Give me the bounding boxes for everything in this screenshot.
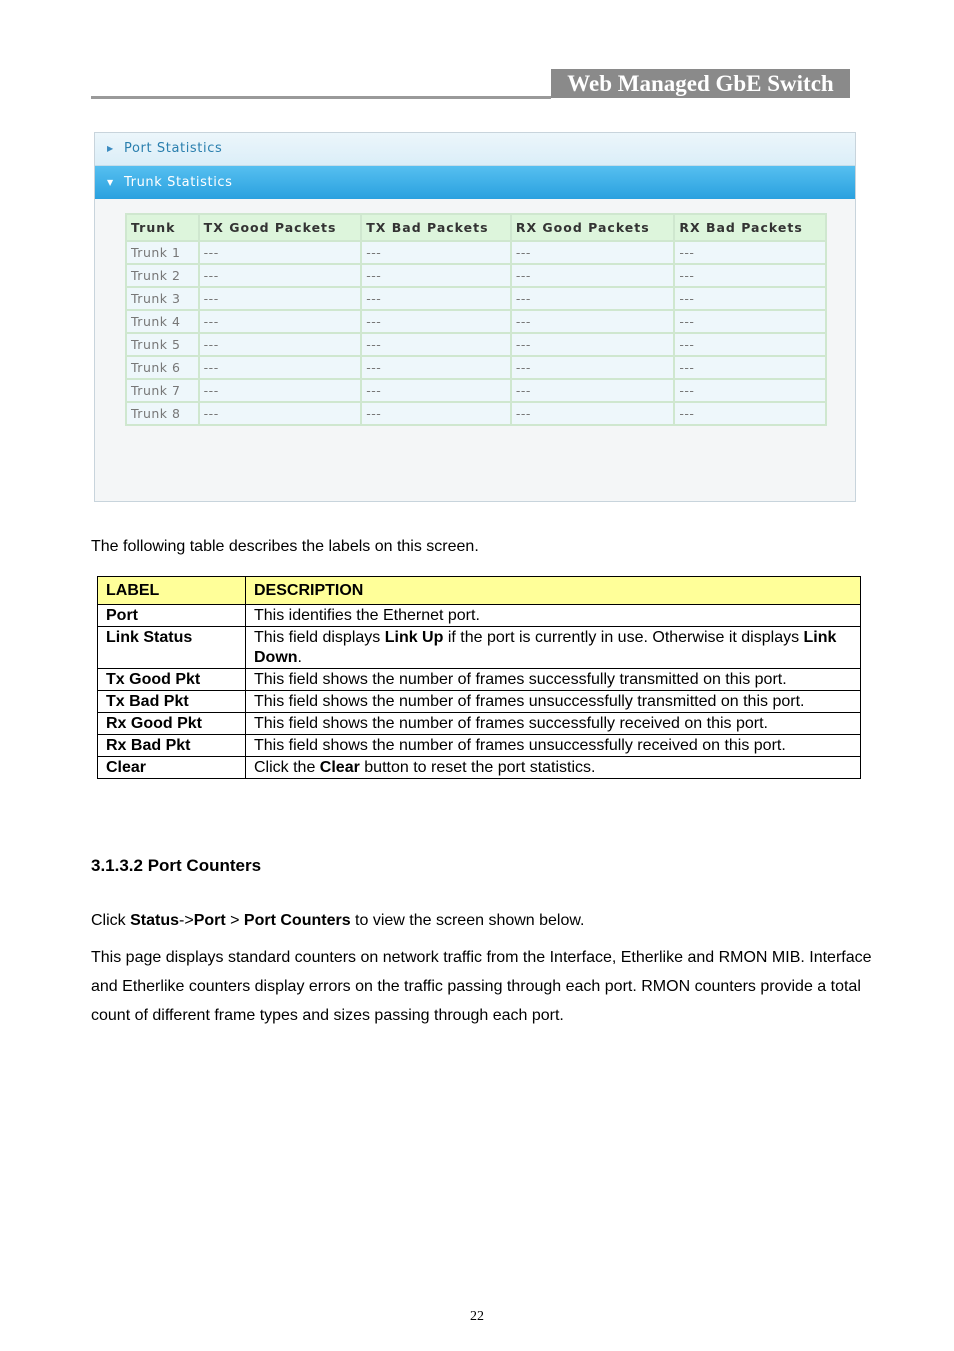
counter-cell: --- — [511, 264, 675, 287]
trunk-name-cell: Trunk 1 — [126, 241, 199, 264]
bold-text: Port — [193, 912, 226, 929]
table-row — [98, 669, 861, 691]
table-row — [126, 356, 826, 379]
counter-cell: --- — [199, 356, 362, 379]
counter-cell: --- — [674, 264, 826, 287]
description-cell — [246, 757, 861, 779]
bold-text: Clear — [319, 759, 360, 776]
trunk-name-cell: Trunk 2 — [126, 264, 199, 287]
counter-cell: --- — [199, 264, 362, 287]
column-header: RX Good Packets — [511, 214, 675, 241]
column-header: TX Bad Packets — [361, 214, 511, 241]
label-column-header: LABEL — [98, 577, 246, 605]
header-rule — [91, 96, 551, 99]
counter-cell: --- — [511, 241, 675, 264]
text-run: to view the screen shown below. — [350, 912, 585, 929]
column-header: RX Bad Packets — [674, 214, 826, 241]
menu-trunk-statistics[interactable] — [95, 166, 855, 199]
table-row — [126, 402, 826, 425]
counter-cell: --- — [361, 241, 511, 264]
trunk-name-cell: Trunk 4 — [126, 310, 199, 333]
text-run: Click the — [254, 759, 320, 776]
description-paragraph: This page displays standard counters on network traffic from the Interface, Etherlike and RMON MIB. Interface and Etherlike counters display errors on the traffic passing through each port. RMON counters provide a total count of different frame types and sizes passing through each port. — [91, 949, 872, 1024]
counter-cell: --- — [511, 379, 675, 402]
description-cell — [246, 713, 861, 735]
text-run: This field shows the number of frames unsuccessfully transmitted on this port. — [254, 693, 805, 710]
label-cell: Clear — [98, 757, 246, 779]
trunk-name-cell: Trunk 8 — [126, 402, 199, 425]
table-header-row — [98, 577, 861, 605]
table-row — [126, 241, 826, 264]
trunk-name-cell: Trunk 3 — [126, 287, 199, 310]
label-description-table — [97, 576, 861, 779]
table-row — [98, 713, 861, 735]
counter-cell: --- — [199, 379, 362, 402]
text-run: > — [225, 912, 244, 929]
bold-text: Link Down — [254, 629, 837, 666]
navigation-instructions — [91, 906, 881, 935]
description-cell — [246, 605, 861, 627]
counter-cell: --- — [674, 333, 826, 356]
text-run: This field shows the number of frames successfully received on this port. — [254, 715, 768, 732]
counter-cell: --- — [361, 264, 511, 287]
table-row — [98, 627, 861, 669]
intro-text: The following table describes the labels on this screen. — [91, 538, 479, 555]
counter-cell: --- — [361, 402, 511, 425]
counter-cell: --- — [511, 402, 675, 425]
counter-cell: --- — [361, 287, 511, 310]
counter-cell: --- — [361, 333, 511, 356]
table-row — [98, 735, 861, 757]
table-row — [126, 333, 826, 356]
bold-text: Link Up — [384, 629, 444, 646]
text-run: This field shows the number of frames unsuccessfully received on this port. — [254, 737, 786, 754]
text-run: -> — [179, 912, 194, 929]
description-cell — [246, 627, 861, 669]
counter-cell: --- — [674, 287, 826, 310]
bold-text: Status — [130, 912, 180, 929]
counter-cell: --- — [361, 379, 511, 402]
label-cell: Tx Good Pkt — [98, 669, 246, 691]
table-row — [126, 310, 826, 333]
description-column-header: DESCRIPTION — [246, 577, 861, 605]
chevron-right-icon: ▶ — [107, 144, 114, 153]
label-cell: Link Status — [98, 627, 246, 669]
label-cell: Rx Bad Pkt — [98, 735, 246, 757]
counter-cell: --- — [674, 379, 826, 402]
trunk-name-cell: Trunk 6 — [126, 356, 199, 379]
page-number: 22 — [470, 1309, 484, 1324]
counter-cell: --- — [199, 402, 362, 425]
counter-cell: --- — [199, 287, 362, 310]
table-row — [98, 605, 861, 627]
counter-cell: --- — [361, 356, 511, 379]
text-run: button to reset the port statistics. — [359, 759, 596, 776]
chevron-down-icon: ▼ — [107, 178, 114, 187]
table-row — [126, 379, 826, 402]
table-row — [126, 264, 826, 287]
menu-trunk-statistics-label: Trunk Statistics — [124, 175, 233, 190]
text-run: Click — [91, 912, 131, 929]
trunk-statistics-table — [125, 213, 827, 426]
description-cell — [246, 669, 861, 691]
menu-port-statistics-label: Port Statistics — [124, 141, 223, 156]
counter-cell: --- — [511, 356, 675, 379]
counter-cell: --- — [511, 310, 675, 333]
column-header: TX Good Packets — [199, 214, 362, 241]
counter-cell: --- — [199, 310, 362, 333]
text-run: This identifies the Ethernet port. — [254, 607, 480, 624]
counter-cell: --- — [511, 287, 675, 310]
text-run: . — [297, 649, 302, 666]
label-cell: Port — [98, 605, 246, 627]
label-cell: Rx Good Pkt — [98, 713, 246, 735]
counter-cell: --- — [674, 241, 826, 264]
table-row — [126, 287, 826, 310]
table-row — [98, 757, 861, 779]
counter-cell: --- — [674, 356, 826, 379]
trunk-name-cell: Trunk 5 — [126, 333, 199, 356]
table-header-row — [126, 214, 826, 241]
counter-cell: --- — [199, 241, 362, 264]
description-cell — [246, 691, 861, 713]
counter-cell: --- — [674, 402, 826, 425]
text-run: This field displays — [254, 629, 385, 646]
counter-cell: --- — [361, 310, 511, 333]
description-cell — [246, 735, 861, 757]
counter-cell: --- — [511, 333, 675, 356]
bold-text: Port Counters — [243, 912, 351, 929]
document-title: Web Managed GbE Switch — [551, 69, 850, 98]
counter-cell: --- — [674, 310, 826, 333]
table-row — [98, 691, 861, 713]
menu-port-statistics[interactable] — [95, 133, 855, 166]
column-header: Trunk — [126, 214, 199, 241]
text-run: if the port is currently in use. Otherwise it displays — [443, 629, 804, 646]
section-heading: 3.1.3.2 Port Counters — [91, 856, 262, 875]
label-cell: Tx Bad Pkt — [98, 691, 246, 713]
trunk-statistics-panel — [94, 132, 856, 502]
counter-cell: --- — [199, 333, 362, 356]
trunk-name-cell: Trunk 7 — [126, 379, 199, 402]
text-run: This field shows the number of frames successfully transmitted on this port. — [254, 671, 787, 688]
